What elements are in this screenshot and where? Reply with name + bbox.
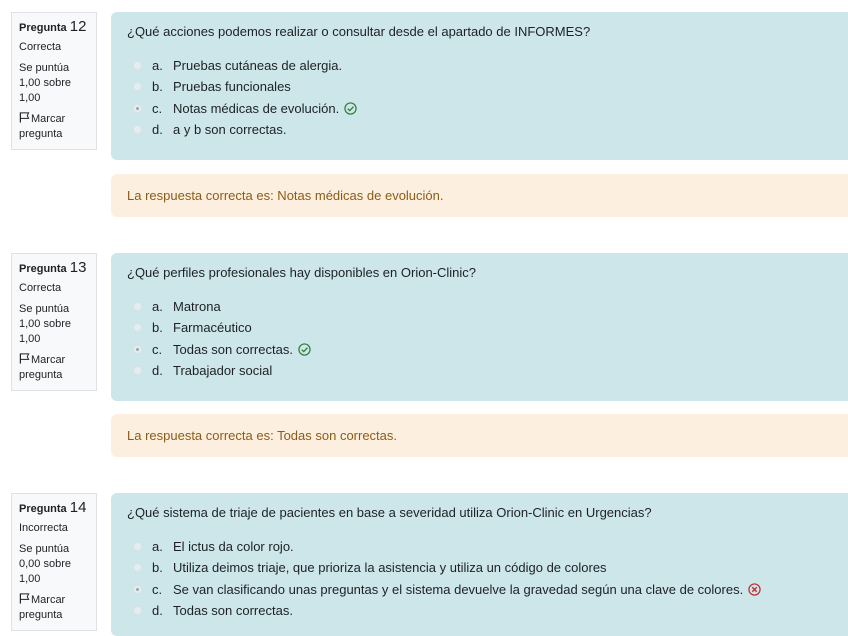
answer-option-d[interactable]: d. Trabajador social	[127, 360, 832, 381]
correct-check-icon	[298, 343, 311, 356]
answer-option-d[interactable]: d. a y b son correctas.	[127, 119, 832, 140]
answer-option-a[interactable]: a. Matrona	[127, 296, 832, 317]
question-grade: Se puntúa 1,00 sobre 1,00	[19, 62, 71, 104]
answer-option-c[interactable]: c. Todas son correctas.	[127, 339, 832, 360]
question-state: Incorrecta	[19, 522, 68, 534]
flag-question-link[interactable]: Marcar pregunta	[19, 594, 66, 621]
answer-option-c[interactable]: c. Notas médicas de evolución.	[127, 98, 832, 119]
radio-button[interactable]	[133, 606, 142, 615]
radio-button[interactable]	[133, 542, 142, 551]
question-formulation	[111, 12, 848, 160]
radio-button-checked[interactable]	[133, 585, 142, 594]
correct-check-icon	[344, 102, 357, 115]
question-state: Correcta	[19, 282, 62, 294]
question-state: Correcta	[19, 41, 62, 53]
question-formulation	[111, 493, 848, 636]
radio-button-checked[interactable]	[133, 104, 142, 113]
radio-button-checked[interactable]	[133, 345, 142, 354]
correct-answer-feedback: La respuesta correcta es: Todas son correctas.	[111, 414, 848, 457]
flag-question-link[interactable]: Marcar pregunta	[19, 113, 66, 140]
question-number: Pregunta 13	[19, 259, 87, 276]
radio-button[interactable]	[133, 366, 142, 375]
incorrect-cross-icon	[748, 583, 761, 596]
radio-button[interactable]	[133, 323, 142, 332]
question-text: ¿Qué acciones podemos realizar o consultar desde el apartado de INFORMES?	[127, 24, 591, 39]
flag-icon	[19, 112, 30, 123]
question-info	[11, 493, 97, 631]
question-formulation	[111, 253, 848, 401]
question-text: ¿Qué perfiles profesionales hay disponibles en Orion-Clinic?	[127, 265, 477, 280]
answer-option-c[interactable]: c. Se van clasificando unas preguntas y el sistema devuelve la gravedad según una clave de colores.	[127, 579, 832, 600]
question-number: Pregunta 12	[19, 18, 87, 35]
flag-icon	[19, 353, 30, 364]
question-text: ¿Qué sistema de triaje de pacientes en base a severidad utiliza Orion-Clinic en Urgencias?	[127, 505, 652, 520]
answer-option-b[interactable]: b. Farmacéutico	[127, 317, 832, 338]
correct-answer-feedback: La respuesta correcta es: Notas médicas de evolución.	[111, 174, 848, 217]
flag-question-link[interactable]: Marcar pregunta	[19, 354, 66, 381]
question-grade: Se puntúa 1,00 sobre 1,00	[19, 303, 71, 345]
answer-option-a[interactable]: a. Pruebas cutáneas de alergia.	[127, 55, 832, 76]
radio-button[interactable]	[133, 125, 142, 134]
flag-icon	[19, 593, 30, 604]
question-info	[11, 12, 97, 150]
radio-button[interactable]	[133, 82, 142, 91]
answer-option-d[interactable]: d. Todas son correctas.	[127, 600, 832, 621]
answer-option-b[interactable]: b. Pruebas funcionales	[127, 76, 832, 97]
answer-option-a[interactable]: a. El ictus da color rojo.	[127, 536, 832, 557]
radio-button[interactable]	[133, 563, 142, 572]
radio-button[interactable]	[133, 61, 142, 70]
question-number: Pregunta 14	[19, 499, 87, 516]
question-info	[11, 253, 97, 391]
question-grade: Se puntúa 0,00 sobre 1,00	[19, 543, 71, 585]
answer-option-b[interactable]: b. Utiliza deimos triaje, que prioriza la asistencia y utiliza un código de colores	[127, 557, 832, 578]
radio-button[interactable]	[133, 302, 142, 311]
